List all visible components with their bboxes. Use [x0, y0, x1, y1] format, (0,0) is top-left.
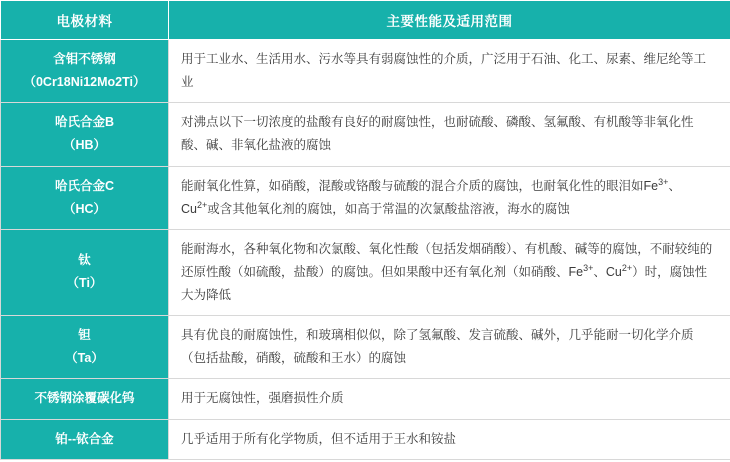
material-line: 钽 — [78, 328, 91, 343]
material-line: （HC） — [62, 201, 107, 216]
table-row — [1, 419, 730, 459]
table-row — [1, 229, 730, 315]
cell-material — [1, 316, 169, 379]
table-body — [1, 40, 730, 460]
cell-material — [1, 103, 169, 166]
cell-description — [169, 229, 730, 315]
cell-description: 用于工业水、生活用水、污水等具有弱腐蚀性的介质，广泛用于石油、化工、尿素、维尼纶等工业 — [169, 40, 730, 103]
table-row — [1, 166, 730, 229]
cell-description: 对沸点以下一切浓度的盐酸有良好的耐腐蚀性，也耐硫酸、磷酸、氢氟酸、有机酸等非氧化性酸、碱、非氧化盐液的腐蚀 — [169, 103, 730, 166]
cell-material — [1, 419, 169, 459]
cell-description: 用于无腐蚀性，强磨损性介质 — [169, 379, 730, 419]
material-line: （Ti） — [66, 276, 103, 291]
table-header-row — [1, 1, 730, 40]
material-line: 不锈钢涂覆碳化钨 — [34, 391, 135, 406]
desc-sup: 3+ — [583, 262, 594, 273]
material-line: 哈氏合金B — [54, 115, 115, 130]
table-row — [1, 379, 730, 419]
material-line: （HB） — [62, 138, 107, 153]
desc-part: 能耐氧化性算，如硝酸，混酸或铬酸与硫酸的混合介质的腐蚀，也耐氧化性的眼泪如Fe — [181, 178, 659, 193]
table-row — [1, 40, 730, 103]
desc-sup: 2+ — [621, 262, 633, 273]
material-line: 铂--铱合金 — [55, 431, 114, 446]
desc-sup: 2+ — [196, 199, 208, 210]
cell-material — [1, 229, 169, 315]
cell-material — [1, 379, 169, 419]
material-line: 哈氏合金C — [54, 178, 115, 193]
cell-description: 几乎适用于所有化学物质，但不适用于王水和铵盐 — [169, 419, 730, 459]
desc-part: 或含其他氧化剂的腐蚀，如高于常温的次氯酸盐溶液，海水的腐蚀 — [207, 201, 570, 216]
cell-material — [1, 166, 169, 229]
material-line: （Ta） — [65, 351, 104, 366]
material-line: 含钼不锈钢 — [53, 52, 116, 66]
desc-part: ）时，腐蚀性大为降低 — [181, 264, 708, 302]
material-line: （0Cr18Ni12Mo2Ti） — [23, 75, 146, 90]
desc-sup: 3+ — [658, 176, 669, 187]
table-head — [1, 1, 730, 40]
table-row — [1, 316, 730, 379]
cell-description: 具有优良的耐腐蚀性，和玻璃相似似，除了氢氟酸、发言硫酸、碱外，几乎能耐一切化学介质（包括盐酸，硝酸，硫酸和王水）的腐蚀 — [169, 316, 730, 379]
desc-part: 、Cu — [593, 264, 622, 279]
cell-description — [169, 166, 730, 229]
desc-part: 、Cu — [181, 178, 681, 216]
desc-part: 能耐海水，各种氧化物和次氯酸、氧化性酸（包括发烟硝酸）、有机酸、碱等的腐蚀，不耐较纯的还原性酸（如硫酸，盐酸）的腐蚀。但如果酸中还有氧化剂（如硝酸、Fe — [181, 241, 713, 279]
material-line: 钛 — [78, 253, 91, 268]
table-row — [1, 103, 730, 166]
column-header-description: 主要性能及适用范围 — [169, 1, 730, 40]
column-header-material: 电极材料 — [1, 1, 169, 40]
cell-material — [1, 40, 169, 103]
